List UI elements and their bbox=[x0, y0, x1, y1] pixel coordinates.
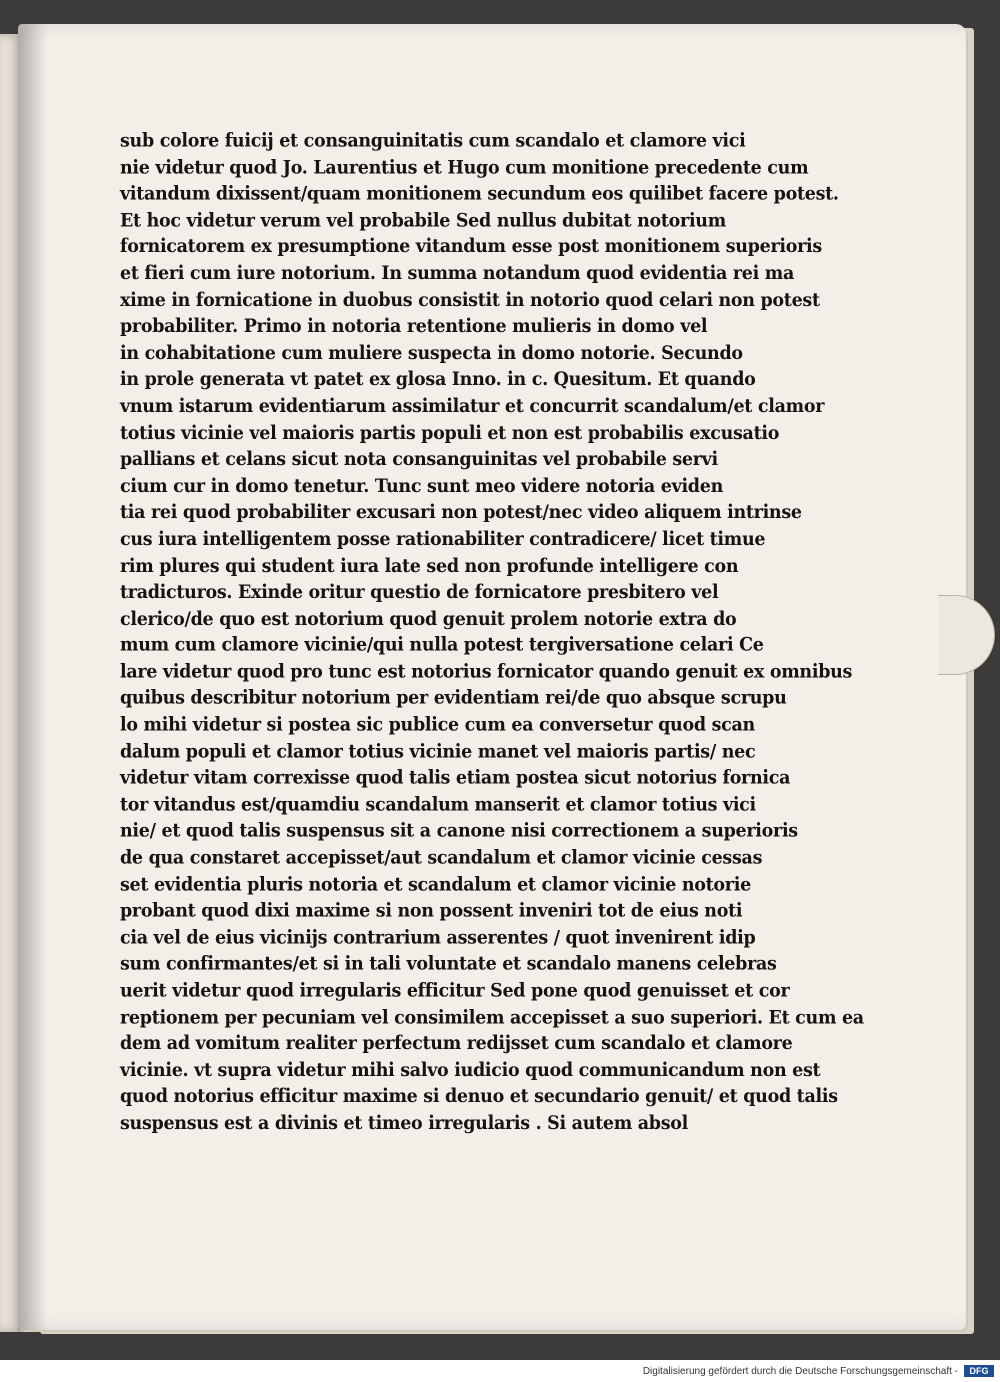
text-line: pallians et celans sicut nota consanguinitas vel probabile servi bbox=[120, 448, 718, 471]
dfg-logo: DFG bbox=[964, 1365, 994, 1377]
text-line: et fieri cum iure notorium. In summa notandum quod evidentia rei ma bbox=[120, 262, 795, 285]
text-line: in cohabitatione cum muliere suspecta in domo notorie. Secundo bbox=[120, 342, 743, 365]
text-line: vnum istarum evidentiarum assimilatur et concurrit scandalum/et clamor bbox=[120, 395, 825, 418]
digitization-credit: Digitalisierung gefördert durch die Deutsche Forschungsgemeinschaft - bbox=[642, 1366, 958, 1377]
text-line: sub colore fuicij et consanguinitatis cum scandalo et clamore vici bbox=[120, 130, 746, 152]
text-line: lare videtur quod pro tunc est notorius fornicator quando genuit ex omnibus bbox=[120, 661, 853, 683]
text-line: dem ad vomitum realiter perfectum redijsset cum scandalo et clamore bbox=[120, 1033, 793, 1055]
text-line: cus iura intelligentem posse rationabiliter contradicere/ licet timue bbox=[120, 528, 766, 551]
text-line: dalum populi et clamor totius vicinie manet vel maioris partis/ nec bbox=[120, 741, 756, 763]
text-line: tradicturos. Exinde oritur questio de fornicatore presbitero vel bbox=[120, 581, 719, 604]
text-line: nie/ et quod talis suspensus sit a canone nisi correctionem a superioris bbox=[120, 820, 798, 843]
gutter-shadow bbox=[18, 24, 48, 1330]
text-line: tia rei quod probabiliter excusari non potest/nec video aliquem intrinse bbox=[120, 502, 802, 524]
text-line: sum confirmantes/et si in tali voluntate et scandalo manens celebras bbox=[120, 953, 777, 976]
text-line: vicinie. vt supra videtur mihi salvo iudicio quod communicandum non est bbox=[120, 1059, 821, 1082]
blackletter-text-block bbox=[120, 128, 864, 1137]
text-line: de qua constaret accepisset/aut scandalum et clamor vicinie cessas bbox=[120, 847, 763, 869]
text-line: mum cum clamore vicinie/qui nulla potest tergiversatione celari Ce bbox=[120, 634, 764, 657]
text-line: nie videtur quod Jo. Laurentius et Hugo cum monitione precedente cum bbox=[120, 156, 809, 179]
text-line: lo mihi videtur si postea sic publice cum ea conversetur quod scan bbox=[120, 714, 755, 737]
text-line: tor vitandus est/quamdiu scandalum manserit et clamor totius vici bbox=[120, 794, 756, 816]
footer-bar bbox=[0, 1360, 1000, 1382]
text-line: in prole generata vt patet ex glosa Inno. in c. Quesitum. Et quando bbox=[120, 369, 756, 391]
text-line: xime in fornicatione in duobus consistit in notorio quod celari non potest bbox=[120, 289, 820, 312]
text-line: suspensus est a divinis et timeo irregularis . Si autem absol bbox=[120, 1112, 688, 1135]
text-line: Et hoc videtur verum vel probabile Sed nullus dubitat notorium bbox=[120, 209, 726, 232]
text-line: fornicatorem ex presumptione vitandum esse post monitionem superioris bbox=[120, 236, 822, 259]
text-line: cia vel de eius vicinijs contrarium asserentes / quot invenirent idip bbox=[120, 926, 756, 949]
text-line: cium cur in domo tenetur. Tunc sunt meo videre notoria eviden bbox=[120, 475, 723, 498]
text-line: reptionem per pecuniam vel consimilem accepisset a suo superiori. Et cum ea bbox=[120, 1006, 864, 1029]
text-line: probabiliter. Primo in notoria retentione mulieris in domo vel bbox=[120, 316, 708, 338]
text-line: clerico/de quo est notorium quod genuit prolem notorie extra do bbox=[120, 608, 737, 630]
text-line: rim plures qui student iura late sed non profunde intelligere con bbox=[120, 555, 739, 577]
text-line: vitandum dixissent/quam monitionem secundum eos quilibet facere potest. bbox=[120, 183, 839, 205]
text-line: videtur vitam correxisse quod talis etiam postea sicut notorius fornica bbox=[120, 767, 791, 790]
text-line: quibus describitur notorium per evidentiam rei/de quo absque scrupu bbox=[120, 687, 787, 710]
text-line: set evidentia pluris notoria et scandalum et clamor vicinie notorie bbox=[120, 873, 751, 896]
text-line: quod notorius efficitur maxime si denuo et secundario genuit/ et quod talis bbox=[120, 1086, 838, 1108]
text-line: totius vicinie vel maioris partis populi et non est probabilis excusatio bbox=[120, 422, 780, 444]
text-line: uerit videtur quod irregularis efficitur Sed pone quod genuisset et cor bbox=[120, 980, 790, 1002]
text-line: probant quod dixi maxime si non possent inveniri tot de eius noti bbox=[120, 900, 743, 923]
